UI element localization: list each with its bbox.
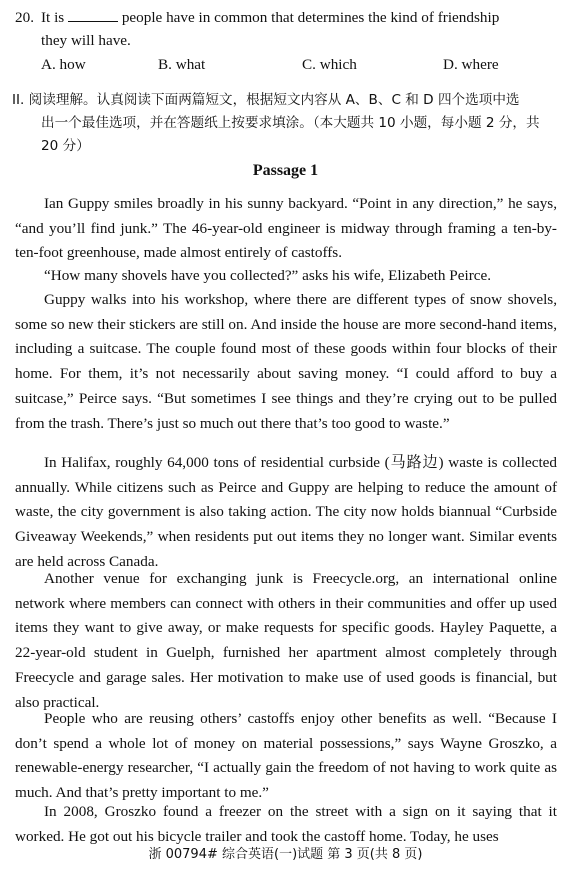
paragraph-2: “How many shovels have you collected?” asks his wife, Elizabeth Peirce. (44, 267, 492, 284)
paragraph-6: People who are reusing others’ castoffs enjoy other benefits as well. “Because I don’t spend a whole lot of money on material possessions,” says Wayne Groszko, a renewable-energy researcher, “I actually gain the freedom of not having to work quite as much. And that’s pretty important to me.” (15, 710, 557, 802)
option-d: D. where (443, 56, 499, 73)
answer-blank (68, 8, 118, 22)
question-number: 20. (15, 9, 34, 26)
paragraph-3: Guppy walks into his workshop, where there are different types of snow shovels, some so new their stickers are still on. And inside the house are more second-hand items, including a suitcase. The couple found most of these goods within four blocks of their home. For them, it’s not necessarily about saving money. “I could afford to buy a suitcase,” Peirce says. “But sometimes I see things and they’re crying out to be pulled from the trash. There’s just so much out there that’s too good to waste.” (15, 291, 557, 432)
page-footer: 浙 00794# 综合英语(一)试题 第 3 页(共 8 页) (148, 847, 423, 862)
paragraph-1: Ian Guppy smiles broadly in his sunny backyard. “Point in any direction,” he says, “and you’ll find junk.” The 46-year-old engineer is midway through framing a ten-by-ten-foot greenhouse, made almost entirely of castoffs. (15, 195, 557, 262)
section-instructions-line1: II. 阅读理解。认真阅读下面两篇短文，根据短文内容从 A、B、C 和 D 四个选项中选 (12, 92, 520, 108)
option-b: B. what (158, 56, 206, 73)
option-a: A. how (41, 56, 86, 73)
stem-before: It is (41, 9, 65, 26)
question-20-stem (15, 8, 499, 28)
paragraph-5: Another venue for exchanging junk is Freecycle.org, an international online network where members can connect with others in their communities and offer up used items they want to give away, or make requests for specific goods. Hayley Paquette, a 22-year-old student in Guelph, furnished her apartment almost completely through Freecycle and garage sales. Her motivation to make use of used goods is financial, but also practical. (15, 570, 557, 711)
passage-title: Passage 1 (252, 162, 319, 179)
stem-after: people have in common that determines the kind of friendship (121, 9, 500, 26)
section-instructions-line3: 20 分） (41, 138, 90, 154)
question-20-stem-cont: they will have. (41, 32, 131, 49)
option-c: C. which (302, 56, 357, 73)
section-instructions-line2: 出一个最佳选项，并在答题纸上按要求填涂。（本大题共 10 小题，每小题 2 分，共 (41, 115, 540, 131)
paragraph-7: In 2008, Groszko found a freezer on the street with a sign on it saying that it worked. He got out his bicycle trailer and took the castoff home. Today, he uses (15, 803, 557, 845)
paragraph-4: In Halifax, roughly 64,000 tons of residential curbside (马路边) waste is collected annually. While citizens such as Peirce and Guppy are helping to reduce the amount of waste, the city government is also taking action. The city now holds biannual “Curbside Giveaway Weekends,” when residents put out items they no longer want. Similar events are held across Canada. (15, 454, 557, 570)
